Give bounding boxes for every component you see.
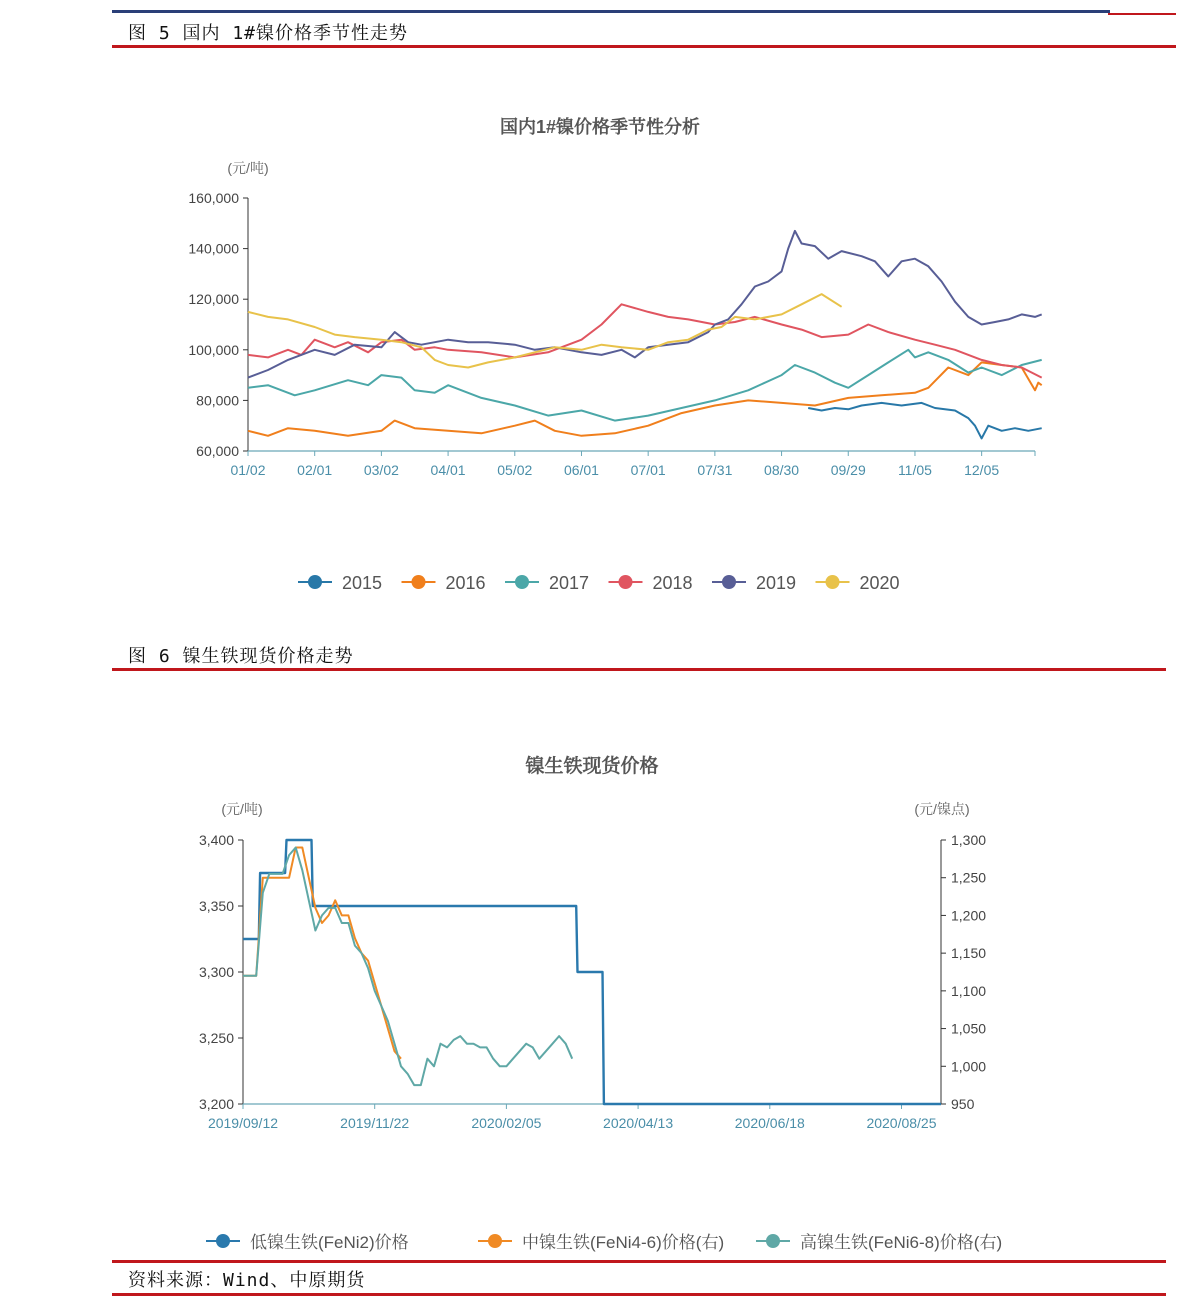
x-tick-label: 2020/08/25 [866, 1115, 937, 1131]
chart-title: 国内1#镍价格季节性分析 [499, 117, 701, 137]
y-tick-label-right: 1,000 [951, 1058, 987, 1075]
y-tick-label: 100,000 [188, 341, 239, 358]
y-tick-label-left: 3,350 [198, 898, 234, 914]
figure5-chart [0, 50, 1191, 670]
x-tick-label: 2019/11/22 [340, 1115, 410, 1131]
figure6-caption: 图 6 镍生铁现货价格走势 [128, 646, 354, 667]
y-tick-label-right: 1,200 [951, 907, 987, 924]
x-tick-label: 06/01 [563, 462, 599, 478]
figure5-caption: 图 5 国内 1#镍价格季节性走势 [128, 23, 409, 44]
x-tick-label: 02/01 [297, 462, 333, 478]
legend-marker [826, 575, 840, 589]
x-tick-label: 05/02 [497, 462, 533, 478]
source-rule-top [112, 1260, 1166, 1263]
legend-marker [722, 575, 736, 589]
legend-marker [308, 575, 322, 589]
legend-label: 2020 [859, 573, 900, 593]
series-line-高镍生铁(FeNi6-8)价格(右) [243, 848, 572, 1086]
legend-label: 2018 [652, 573, 693, 593]
y-tick-label: 120,000 [188, 291, 239, 308]
y-tick-label: 140,000 [188, 240, 239, 257]
y-tick-label-right: 1,100 [951, 982, 987, 999]
legend-marker [619, 575, 633, 589]
y-tick-label: 60,000 [196, 443, 239, 459]
legend-label: 2017 [549, 573, 590, 593]
series-line-2017 [248, 350, 1042, 421]
y-tick-label-right: 950 [951, 1096, 975, 1112]
y-axis-label-left: (元/吨) [221, 801, 263, 817]
x-tick-label: 03/02 [363, 462, 399, 478]
x-tick-label: 2019/09/12 [207, 1115, 279, 1131]
legend-label: 2015 [342, 573, 383, 593]
legend-label: 低镍生铁(FeNi2)价格 [250, 1233, 409, 1252]
source-note: 资料来源：Wind、中原期货 [128, 1270, 366, 1291]
y-tick-label-right: 1,150 [951, 945, 987, 962]
series-line-2020 [248, 294, 842, 367]
legend-marker [766, 1234, 780, 1248]
series-line-低镍生铁(FeNi2)价格 [243, 840, 941, 1104]
y-tick-label-right: 1,050 [951, 1020, 987, 1037]
x-tick-label: 2020/02/05 [471, 1115, 542, 1131]
y-axis-label: (元/吨) [227, 160, 269, 176]
figure6-rule [112, 668, 1166, 671]
series-line-2016 [248, 362, 1042, 435]
x-tick-label: 2020/04/13 [603, 1115, 674, 1131]
series-line-2019 [248, 231, 1042, 378]
y-tick-label: 80,000 [196, 392, 239, 409]
x-tick-label: 12/05 [964, 462, 1000, 478]
x-tick-label: 2020/06/18 [734, 1115, 805, 1131]
legend-marker [515, 575, 529, 589]
y-axis-label-right: (元/镍点) [914, 801, 970, 817]
legend-label: 2016 [445, 573, 486, 593]
series-line-2018 [248, 304, 1042, 377]
x-tick-label: 04/01 [430, 462, 466, 478]
source-rule-bottom [112, 1293, 1166, 1296]
figure5-rule [112, 45, 1176, 48]
legend-marker [488, 1234, 502, 1248]
x-tick-label: 01/02 [230, 462, 266, 478]
top-band [112, 10, 1110, 13]
x-tick-label: 11/05 [897, 462, 932, 478]
x-tick-label: 07/01 [630, 462, 666, 478]
y-tick-label-left: 3,250 [198, 1030, 234, 1046]
legend-label: 中镍生铁(FeNi4-6)价格(右) [522, 1233, 725, 1252]
legend-label: 高镍生铁(FeNi6-8)价格(右) [800, 1233, 1003, 1252]
legend-label: 2019 [756, 573, 797, 593]
y-tick-label-left: 3,300 [198, 964, 234, 980]
x-tick-label: 09/29 [830, 462, 866, 478]
y-tick-label-left: 3,200 [198, 1096, 234, 1112]
y-tick-label: 160,000 [188, 190, 239, 206]
series-line-2015 [808, 403, 1041, 439]
figure6-chart [0, 672, 1191, 1262]
y-tick-label-left: 3,400 [198, 832, 234, 848]
x-tick-label: 08/30 [764, 462, 800, 478]
legend-marker [412, 575, 426, 589]
y-tick-label-right: 1,250 [951, 869, 987, 886]
top-band-red [1108, 13, 1176, 15]
x-tick-label: 07/31 [697, 462, 733, 478]
y-tick-label-right: 1,300 [951, 832, 987, 848]
legend-marker [216, 1234, 230, 1248]
chart-title: 镍生铁现货价格 [525, 756, 659, 777]
